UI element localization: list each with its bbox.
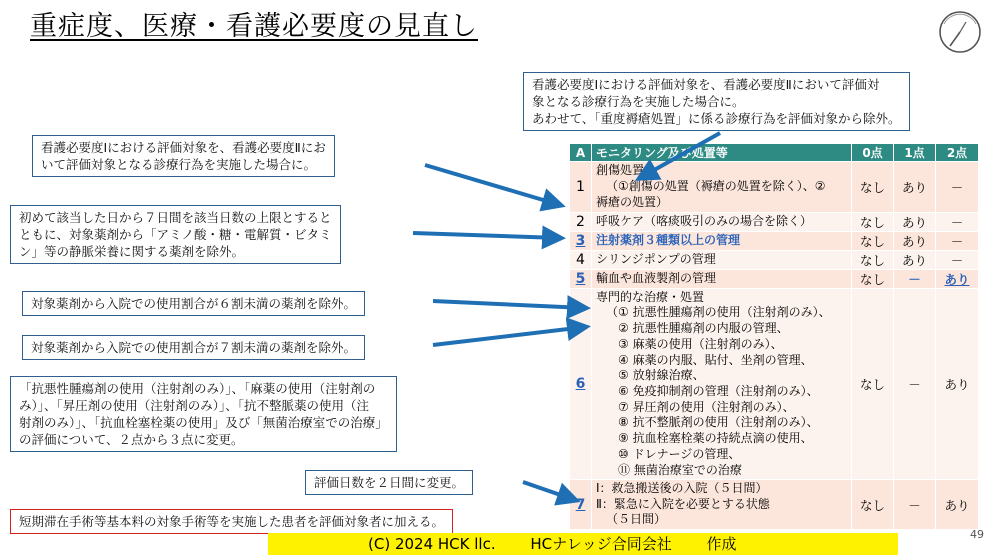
- table-row: 6 専門的な治療・処置 （① 抗悪性腫瘍剤の使用（注射剤のみ）、 ② 抗悪性腫瘍剤の内服の管理、 ③ 麻薬の使用（注射剤のみ）、 ④ 麻薬の内服、貼付、坐剤の管理、 ⑤ 放射線治療、 ⑥ 免疫抑制剤の管理（注射剤のみ）、 ⑦ 昇圧剤の使用（注射剤のみ）、 ⑧ 抗不整脈剤の使用（注射剤のみ）、 ⑨ 抗血栓塞栓薬の持続点滴の使用、 ⑩ ドレナージの管理、 ⑪ 無菌治療室での治療 なし － あり: [570, 289, 979, 480]
- callout-item1: 看護必要度Ⅰにおける評価対象を、看護必要度Ⅱにお いて評価対象となる診療行為を実施した場合に。: [32, 135, 335, 177]
- arrow-item6-70: [433, 327, 585, 345]
- footer-copyright: (C) 2024 HCK llc.: [368, 535, 496, 553]
- table-row: 7 Ⅰ：救急搬送後の入院（５日間） Ⅱ：緊急に入院を必要とする状態 （５日間） なし － あり: [570, 480, 979, 530]
- row-number-link[interactable]: 5: [570, 270, 592, 289]
- callout-item6-70: 対象薬剤から入院での使用割合が７割未満の薬剤を除外。: [22, 335, 365, 360]
- callout-item6-60: 対象薬剤から入院での使用割合が６割未満の薬剤を除外。: [22, 291, 365, 316]
- header-label: モニタリング及び処置等: [592, 144, 852, 162]
- page-number: 49: [970, 528, 984, 541]
- footer-bar: [268, 533, 898, 555]
- table-row: 3 注射薬剤３種類以上の管理 なし あり －: [570, 232, 979, 251]
- row-number-link[interactable]: 7: [570, 480, 592, 530]
- row-number-link[interactable]: 6: [570, 289, 592, 480]
- arrow-item7: [523, 482, 575, 500]
- header-2pt: 2点: [936, 144, 979, 162]
- table-row: 4 シリンジポンプの管理 なし あり －: [570, 251, 979, 270]
- footer-company: HCナレッジ合同会社: [530, 535, 672, 553]
- callout-item6-score: 「抗悪性腫瘍剤の使用（注射剤のみ）」、「麻薬の使用（注射剤の み）」、「昇圧剤の使用（注射剤のみ）」、「抗不整脈薬の使用（注 射剤のみ）」、「抗血栓塞栓薬の使用」及び「無菌治療室での治療」 の評価について、２点から３点に変更。: [10, 376, 397, 452]
- arrow-item3: [413, 233, 560, 238]
- callout-short-stay: 短期滞在手術等基本料の対象手術等を実施した患者を評価対象者に加える。: [10, 509, 453, 534]
- arrow-item6-60: [433, 301, 585, 308]
- logo-icon: [936, 8, 984, 56]
- row-description: 創傷処置 （①創傷の処置（褥瘡の処置を除く）、② 褥瘡の処置）: [592, 162, 852, 213]
- row-number: 1: [570, 162, 592, 213]
- callout-item7: 評価日数を２日間に変更。: [305, 470, 473, 495]
- header-a: A: [570, 144, 592, 162]
- table-row: 2 呼吸ケア（喀痰吸引のみの場合を除く） なし あり －: [570, 213, 979, 232]
- row-number-link[interactable]: 3: [570, 232, 592, 251]
- callout-item3: 初めて該当した日から７日間を該当日数の上限とすると ともに、対象薬剤から「アミノ酸・糖・電解質・ビタミ ン」等の静脈栄養に関する薬剤を除外。: [10, 205, 341, 264]
- arrow-item1: [425, 165, 560, 205]
- header-1pt: 1点: [894, 144, 936, 162]
- callout-top-right: 看護必要度Ⅰにおける評価対象を、看護必要度Ⅱにおいて評価対 象となる診療行為を実施した場合に。 あわせて、「重度褥瘡処置」に係る診療行為を評価対象から除外。: [523, 72, 910, 131]
- table-row: 1 創傷処置 （①創傷の処置（褥瘡の処置を除く）、② 褥瘡の処置） なし あり －: [570, 162, 979, 213]
- footer-made: 作成: [706, 535, 737, 553]
- page-title: 重症度、医療・看護必要度の見直し: [30, 11, 478, 42]
- table-row: 5 輸血や血液製剤の管理 なし － あり: [570, 270, 979, 289]
- table-header: [570, 144, 979, 162]
- monitoring-table: [569, 143, 979, 530]
- header-0pt: 0点: [852, 144, 894, 162]
